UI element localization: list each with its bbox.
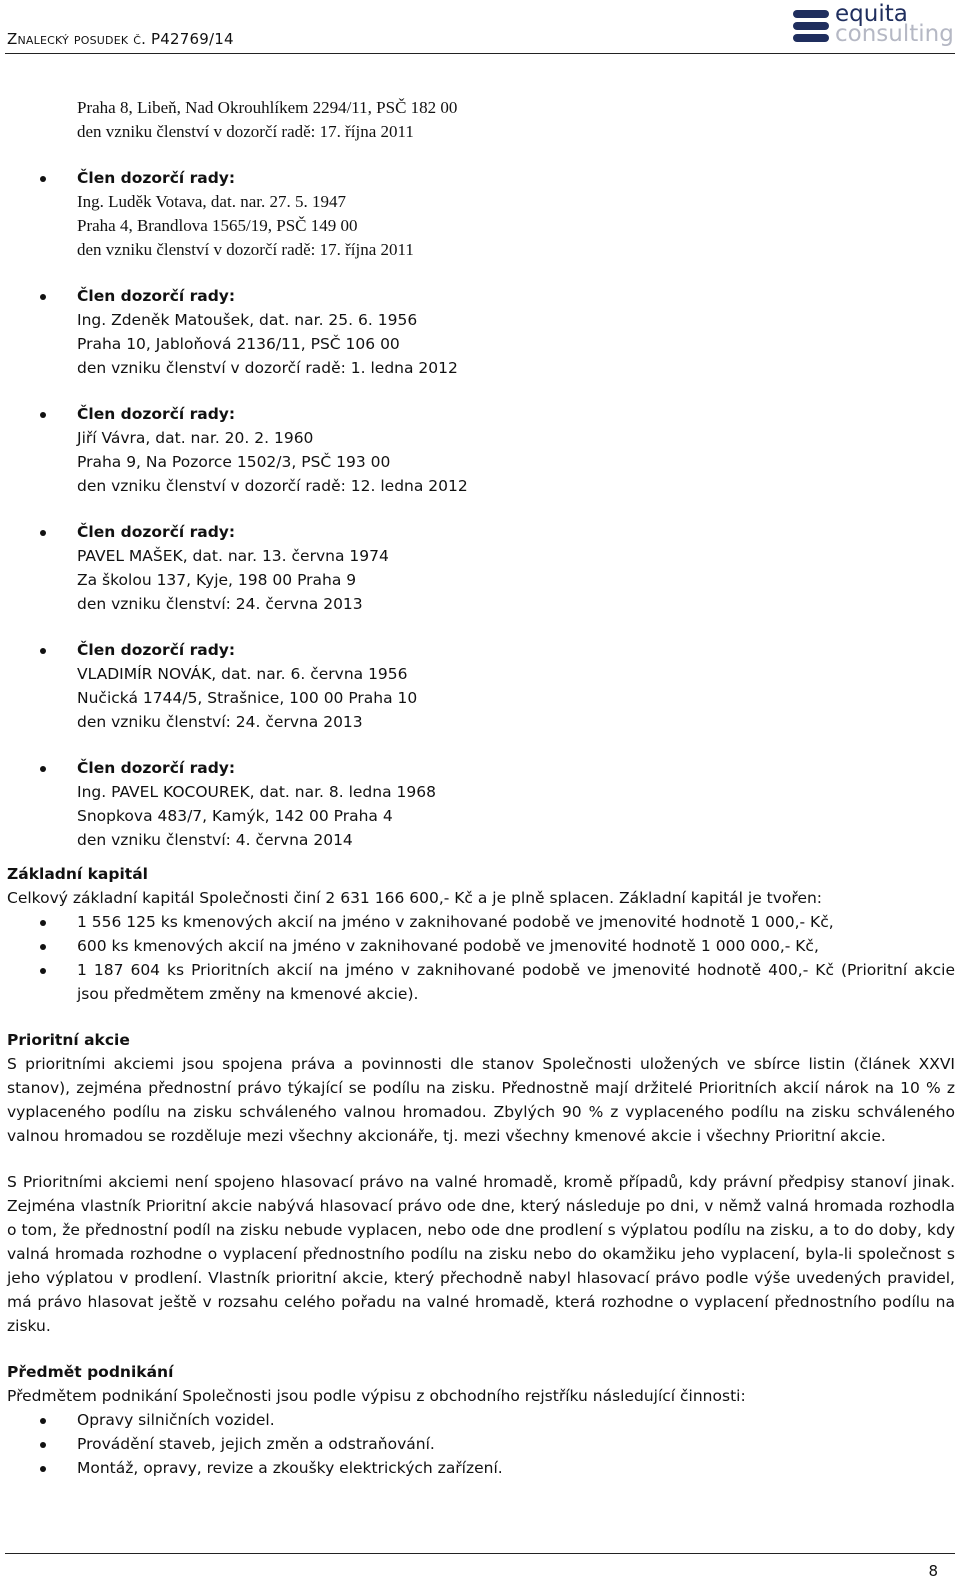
member-line: Ing. Zdeněk Matoušek, dat. nar. 25. 6. 1956: [77, 311, 418, 329]
member-label: Člen dozorčí rady:: [77, 169, 236, 187]
paragraph: S prioritními akciemi jsou spojena práva a povinnosti dle stanov Společnosti uložených ve sbírce listin (článek XXVI stanov), zejména přednostní právo týkající se podílu na zisku. Přednostně mají držitelé Prioritních akcií nárok na 10 % z vyplaceného podílu na zisku schváleného valnou hromadou. Zbylých 90 % z vyplaceného podílu na zisku schváleného valnou hromadou se rozděluje mezi všechny akcionáře, tj. mezi všechny kmenové akcie i všechny Prioritní akcie.: [7, 1055, 955, 1145]
paragraph: S Prioritními akciemi není spojeno hlasovací právo na valné hromadě, kromě případů, kdy právní předpisy stanoví jinak. Zejména vlastník Prioritní akcie nabývá hlasovací právo ode dne, který následuje po dni, v němž valná hromada rozhodla o tom, že přednostní podíl na zisku nebude vyplacen, nebo ode dne prodlení s výplatou podílu na zisku, a to do doby, kdy valná hromada rozhodne o vyplacení přednostního podílu na zisku nebo do okamžiku jeho vyplacení, byla-li společnost s jeho výplatou v prodlení. Vlastník prioritní akcie, který přechodně nabyl hlasovací právo podle výše uvedených pravidel, má právo hlasovat ještě v rozsahu celého pořadu na valné hromadě, která rozhodne o vyplacení přednostního podílu na zisku.: [7, 1173, 955, 1335]
member-line: Ing. Luděk Votava, dat. nar. 27. 5. 1947: [77, 192, 346, 211]
section-predmet-podnikani: [7, 1360, 955, 1480]
member-label: Člen dozorčí rady:: [77, 287, 236, 305]
member-block: [7, 284, 955, 380]
bullet-icon: [40, 530, 46, 536]
member-line: Jiří Vávra, dat. nar. 20. 2. 1960: [77, 429, 314, 447]
header-divider: [5, 53, 955, 54]
member-line: den vzniku členství v dozorčí radě: 17. října 2011: [77, 240, 414, 259]
member-line: den vzniku členství v dozorčí radě: 12. ledna 2012: [77, 477, 468, 495]
bullet-icon: [40, 294, 46, 300]
logo-text-equita: equita: [835, 1, 908, 27]
page-header: [0, 0, 960, 60]
bullet-icon: [40, 1418, 46, 1424]
member-line: Praha 8, Libeň, Nad Okrouhlíkem 2294/11, PSČ 182 00: [77, 98, 458, 117]
member-block: [7, 402, 955, 498]
member-line: Praha 10, Jabloňová 2136/11, PSČ 106 00: [77, 335, 400, 353]
bullet-icon: [40, 176, 46, 182]
section-intro: Celkový základní kapitál Společnosti činí 2 631 166 600,- Kč a je plně splacen. Základní kapitál je tvořen:: [7, 889, 823, 907]
footer-divider: [5, 1553, 955, 1554]
member-line: den vzniku členství v dozorčí radě: 1. ledna 2012: [77, 359, 458, 377]
member-label: Člen dozorčí rady:: [77, 523, 236, 541]
member-label: Člen dozorčí rady:: [77, 759, 236, 777]
member-block: [7, 756, 955, 852]
bullet-icon: [40, 920, 46, 926]
member-line: Za školou 137, Kyje, 198 00 Praha 9: [77, 571, 357, 589]
member-line: Ing. PAVEL KOCOUREK, dat. nar. 8. ledna 1968: [77, 783, 436, 801]
section-prioritni-akcie: [7, 1028, 955, 1148]
bullet-icon: [40, 1442, 46, 1448]
logo-text-consulting: consulting: [835, 21, 954, 47]
member-label: Člen dozorčí rady:: [77, 641, 236, 659]
bullet-icon: [40, 648, 46, 654]
member-line: Praha 9, Na Pozorce 1502/3, PSČ 193 00: [77, 453, 391, 471]
member-block: [7, 638, 955, 734]
member-line: Praha 4, Brandlova 1565/19, PSČ 149 00: [77, 216, 358, 235]
member-block-intro: [7, 96, 955, 144]
company-logo: [793, 2, 955, 48]
document-title: Znalecký posudek č. P42769/14: [7, 30, 234, 48]
bullet-icon: [40, 766, 46, 772]
bullet-icon: [40, 1466, 46, 1472]
page-number: 8: [928, 1562, 938, 1580]
section-zakladni-kapital: [7, 862, 955, 1006]
member-line: PAVEL MAŠEK, dat. nar. 13. června 1974: [77, 547, 389, 565]
list-item: Provádění staveb, jejich změn a odstraňování.: [77, 1435, 435, 1453]
list-item: 1 556 125 ks kmenových akcií na jméno v zaknihované podobě ve jmenovité hodnotě 1 000,- Kč,: [77, 913, 834, 931]
bullet-icon: [40, 944, 46, 950]
member-line: den vzniku členství: 24. června 2013: [77, 713, 363, 731]
member-line: Snopkova 483/7, Kamýk, 142 00 Praha 4: [77, 807, 393, 825]
member-line: den vzniku členství v dozorčí radě: 17. října 2011: [77, 122, 414, 141]
member-label: Člen dozorčí rady:: [77, 405, 236, 423]
member-block: [7, 166, 955, 262]
section-title: Předmět podnikání: [7, 1363, 174, 1381]
member-line: den vzniku členství: 4. června 2014: [77, 831, 353, 849]
bullet-icon: [40, 412, 46, 418]
list-item: 1 187 604 ks Prioritních akcií na jméno v zaknihované podobě ve jmenovité hodnotě 400,- Kč (Prioritní akcie jsou předmětem změny na kmenové akcie).: [77, 961, 955, 1003]
member-line: Nučická 1744/5, Strašnice, 100 00 Praha 10: [77, 689, 418, 707]
section-intro: Předmětem podnikání Společnosti jsou podle výpisu z obchodního rejstříku následující činnosti:: [7, 1387, 746, 1405]
list-item: Opravy silničních vozidel.: [77, 1411, 275, 1429]
list-item: Montáž, opravy, revize a zkoušky elektrických zařízení.: [77, 1459, 503, 1477]
list-item: 600 ks kmenových akcií na jméno v zaknihované podobě ve jmenovité hodnotě 1 000 000,- Kč,: [77, 937, 819, 955]
document-body: [7, 96, 955, 1480]
bullet-icon: [40, 968, 46, 974]
member-line: VLADIMÍR NOVÁK, dat. nar. 6. června 1956: [77, 665, 408, 683]
logo-mark-icon: [793, 6, 831, 46]
section-title: Prioritní akcie: [7, 1031, 130, 1049]
member-block: [7, 520, 955, 616]
section-title: Základní kapitál: [7, 865, 148, 883]
member-line: den vzniku členství: 24. června 2013: [77, 595, 363, 613]
